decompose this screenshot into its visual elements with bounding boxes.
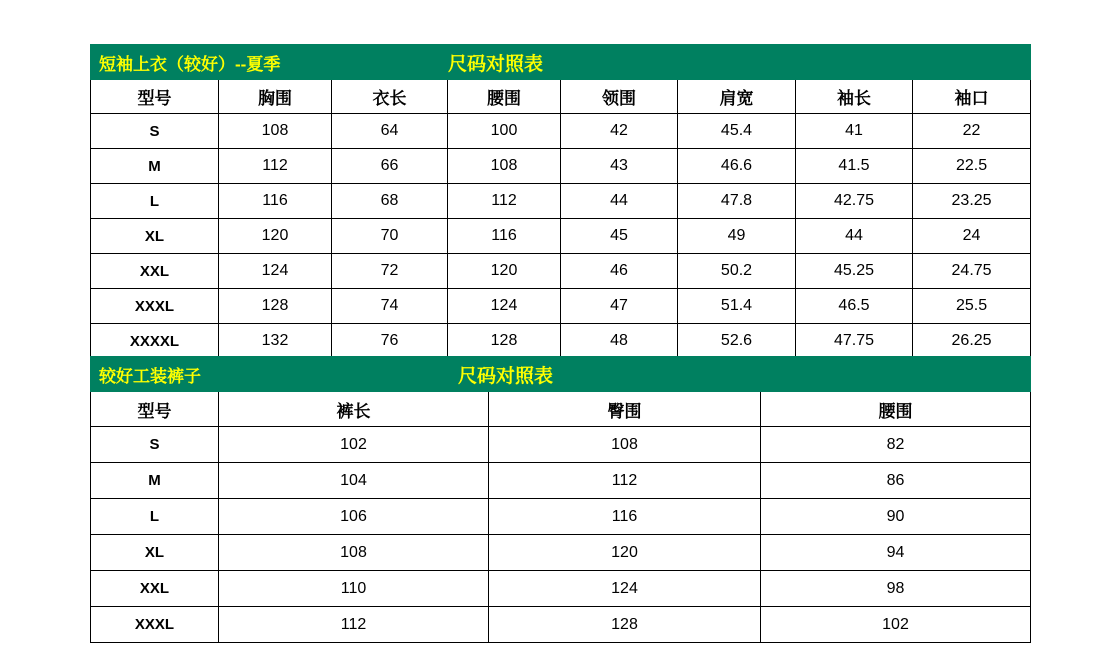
- cell-model: XL: [91, 219, 219, 254]
- cell-chest: 108: [219, 114, 332, 149]
- tops-col-header-collar: 领围: [561, 80, 678, 114]
- table-row: [91, 324, 1031, 359]
- cell-collar: 44: [561, 184, 678, 219]
- cell-sleeve-length: 41: [796, 114, 913, 149]
- cell-waist: 98: [761, 571, 1031, 607]
- cell-chest: 112: [219, 149, 332, 184]
- tops-size-table-block: [90, 44, 1030, 359]
- pants-col-header-pant-length: 裤长: [219, 392, 489, 427]
- cell-model: S: [91, 427, 219, 463]
- cell-waist: 124: [448, 289, 561, 324]
- tops-header-row: [91, 80, 1031, 114]
- cell-sleeve-length: 42.75: [796, 184, 913, 219]
- pants-size-table-block: [90, 356, 1030, 643]
- cell-waist: 112: [448, 184, 561, 219]
- cell-chest: 132: [219, 324, 332, 359]
- pants-title-center: 尺码对照表: [457, 365, 553, 387]
- cell-model: S: [91, 114, 219, 149]
- cell-length: 74: [332, 289, 448, 324]
- cell-sleeve-length: 46.5: [796, 289, 913, 324]
- cell-waist: 120: [448, 254, 561, 289]
- tops-title-left: 短袖上衣（较好）--夏季: [99, 54, 281, 74]
- cell-model: XXXL: [91, 289, 219, 324]
- cell-sleeve-length: 47.75: [796, 324, 913, 359]
- cell-waist: 90: [761, 499, 1031, 535]
- table-row: [91, 149, 1031, 184]
- cell-shoulder: 52.6: [678, 324, 796, 359]
- pants-size-table: [90, 356, 1031, 643]
- cell-cuff: 26.25: [913, 324, 1031, 359]
- cell-chest: 116: [219, 184, 332, 219]
- tops-size-table: [90, 44, 1031, 359]
- cell-model: XXXXL: [91, 324, 219, 359]
- cell-shoulder: 50.2: [678, 254, 796, 289]
- pants-title-left: 较好工装裤子: [99, 366, 201, 386]
- cell-waist: 100: [448, 114, 561, 149]
- cell-model: XXL: [91, 571, 219, 607]
- table-row: [91, 607, 1031, 643]
- table-row: [91, 499, 1031, 535]
- pants-header-row: [91, 392, 1031, 427]
- tops-col-header-chest: 胸围: [219, 80, 332, 114]
- cell-collar: 46: [561, 254, 678, 289]
- table-row: [91, 184, 1031, 219]
- cell-cuff: 24: [913, 219, 1031, 254]
- cell-hip: 124: [489, 571, 761, 607]
- cell-pant-length: 104: [219, 463, 489, 499]
- cell-shoulder: 49: [678, 219, 796, 254]
- cell-collar: 47: [561, 289, 678, 324]
- tops-col-header-length: 衣长: [332, 80, 448, 114]
- cell-model: XXXL: [91, 607, 219, 643]
- cell-pant-length: 106: [219, 499, 489, 535]
- pants-col-header-waist: 腰围: [761, 392, 1031, 427]
- cell-cuff: 23.25: [913, 184, 1031, 219]
- tops-col-header-model: 型号: [91, 80, 219, 114]
- cell-hip: 112: [489, 463, 761, 499]
- cell-pant-length: 102: [219, 427, 489, 463]
- cell-cuff: 22.5: [913, 149, 1031, 184]
- cell-chest: 124: [219, 254, 332, 289]
- cell-model: M: [91, 149, 219, 184]
- cell-hip: 128: [489, 607, 761, 643]
- table-row: [91, 427, 1031, 463]
- cell-length: 64: [332, 114, 448, 149]
- table-row: [91, 535, 1031, 571]
- cell-length: 66: [332, 149, 448, 184]
- cell-length: 76: [332, 324, 448, 359]
- cell-waist: 94: [761, 535, 1031, 571]
- cell-collar: 42: [561, 114, 678, 149]
- cell-hip: 116: [489, 499, 761, 535]
- cell-shoulder: 46.6: [678, 149, 796, 184]
- tops-title-center: 尺码对照表: [448, 53, 544, 75]
- table-row: [91, 114, 1031, 149]
- cell-model: XXL: [91, 254, 219, 289]
- cell-length: 72: [332, 254, 448, 289]
- cell-model: L: [91, 499, 219, 535]
- cell-pant-length: 110: [219, 571, 489, 607]
- tops-col-header-sleeve-length: 袖长: [796, 80, 913, 114]
- cell-collar: 45: [561, 219, 678, 254]
- pants-col-header-hip: 臀围: [489, 392, 761, 427]
- cell-cuff: 24.75: [913, 254, 1031, 289]
- table-row: [91, 289, 1031, 324]
- table-row: [91, 219, 1031, 254]
- cell-cuff: 25.5: [913, 289, 1031, 324]
- cell-shoulder: 47.8: [678, 184, 796, 219]
- cell-length: 70: [332, 219, 448, 254]
- table-row: [91, 254, 1031, 289]
- cell-sleeve-length: 44: [796, 219, 913, 254]
- cell-hip: 108: [489, 427, 761, 463]
- table-row: [91, 463, 1031, 499]
- cell-sleeve-length: 41.5: [796, 149, 913, 184]
- cell-waist: 102: [761, 607, 1031, 643]
- cell-waist: 128: [448, 324, 561, 359]
- cell-shoulder: 51.4: [678, 289, 796, 324]
- cell-model: M: [91, 463, 219, 499]
- pants-col-header-model: 型号: [91, 392, 219, 427]
- cell-shoulder: 45.4: [678, 114, 796, 149]
- cell-pant-length: 112: [219, 607, 489, 643]
- tops-title-row: [91, 45, 1031, 80]
- cell-model: L: [91, 184, 219, 219]
- cell-cuff: 22: [913, 114, 1031, 149]
- cell-chest: 128: [219, 289, 332, 324]
- cell-waist: 116: [448, 219, 561, 254]
- pants-title-cell: [91, 357, 1031, 392]
- table-row: [91, 571, 1031, 607]
- tops-col-header-cuff: 袖口: [913, 80, 1031, 114]
- cell-waist: 82: [761, 427, 1031, 463]
- cell-sleeve-length: 45.25: [796, 254, 913, 289]
- cell-length: 68: [332, 184, 448, 219]
- cell-chest: 120: [219, 219, 332, 254]
- pants-title-row: [91, 357, 1031, 392]
- tops-title-cell: [91, 45, 1031, 80]
- cell-waist: 108: [448, 149, 561, 184]
- cell-collar: 43: [561, 149, 678, 184]
- tops-col-header-waist: 腰围: [448, 80, 561, 114]
- cell-waist: 86: [761, 463, 1031, 499]
- cell-hip: 120: [489, 535, 761, 571]
- cell-pant-length: 108: [219, 535, 489, 571]
- cell-collar: 48: [561, 324, 678, 359]
- cell-model: XL: [91, 535, 219, 571]
- tops-col-header-shoulder: 肩宽: [678, 80, 796, 114]
